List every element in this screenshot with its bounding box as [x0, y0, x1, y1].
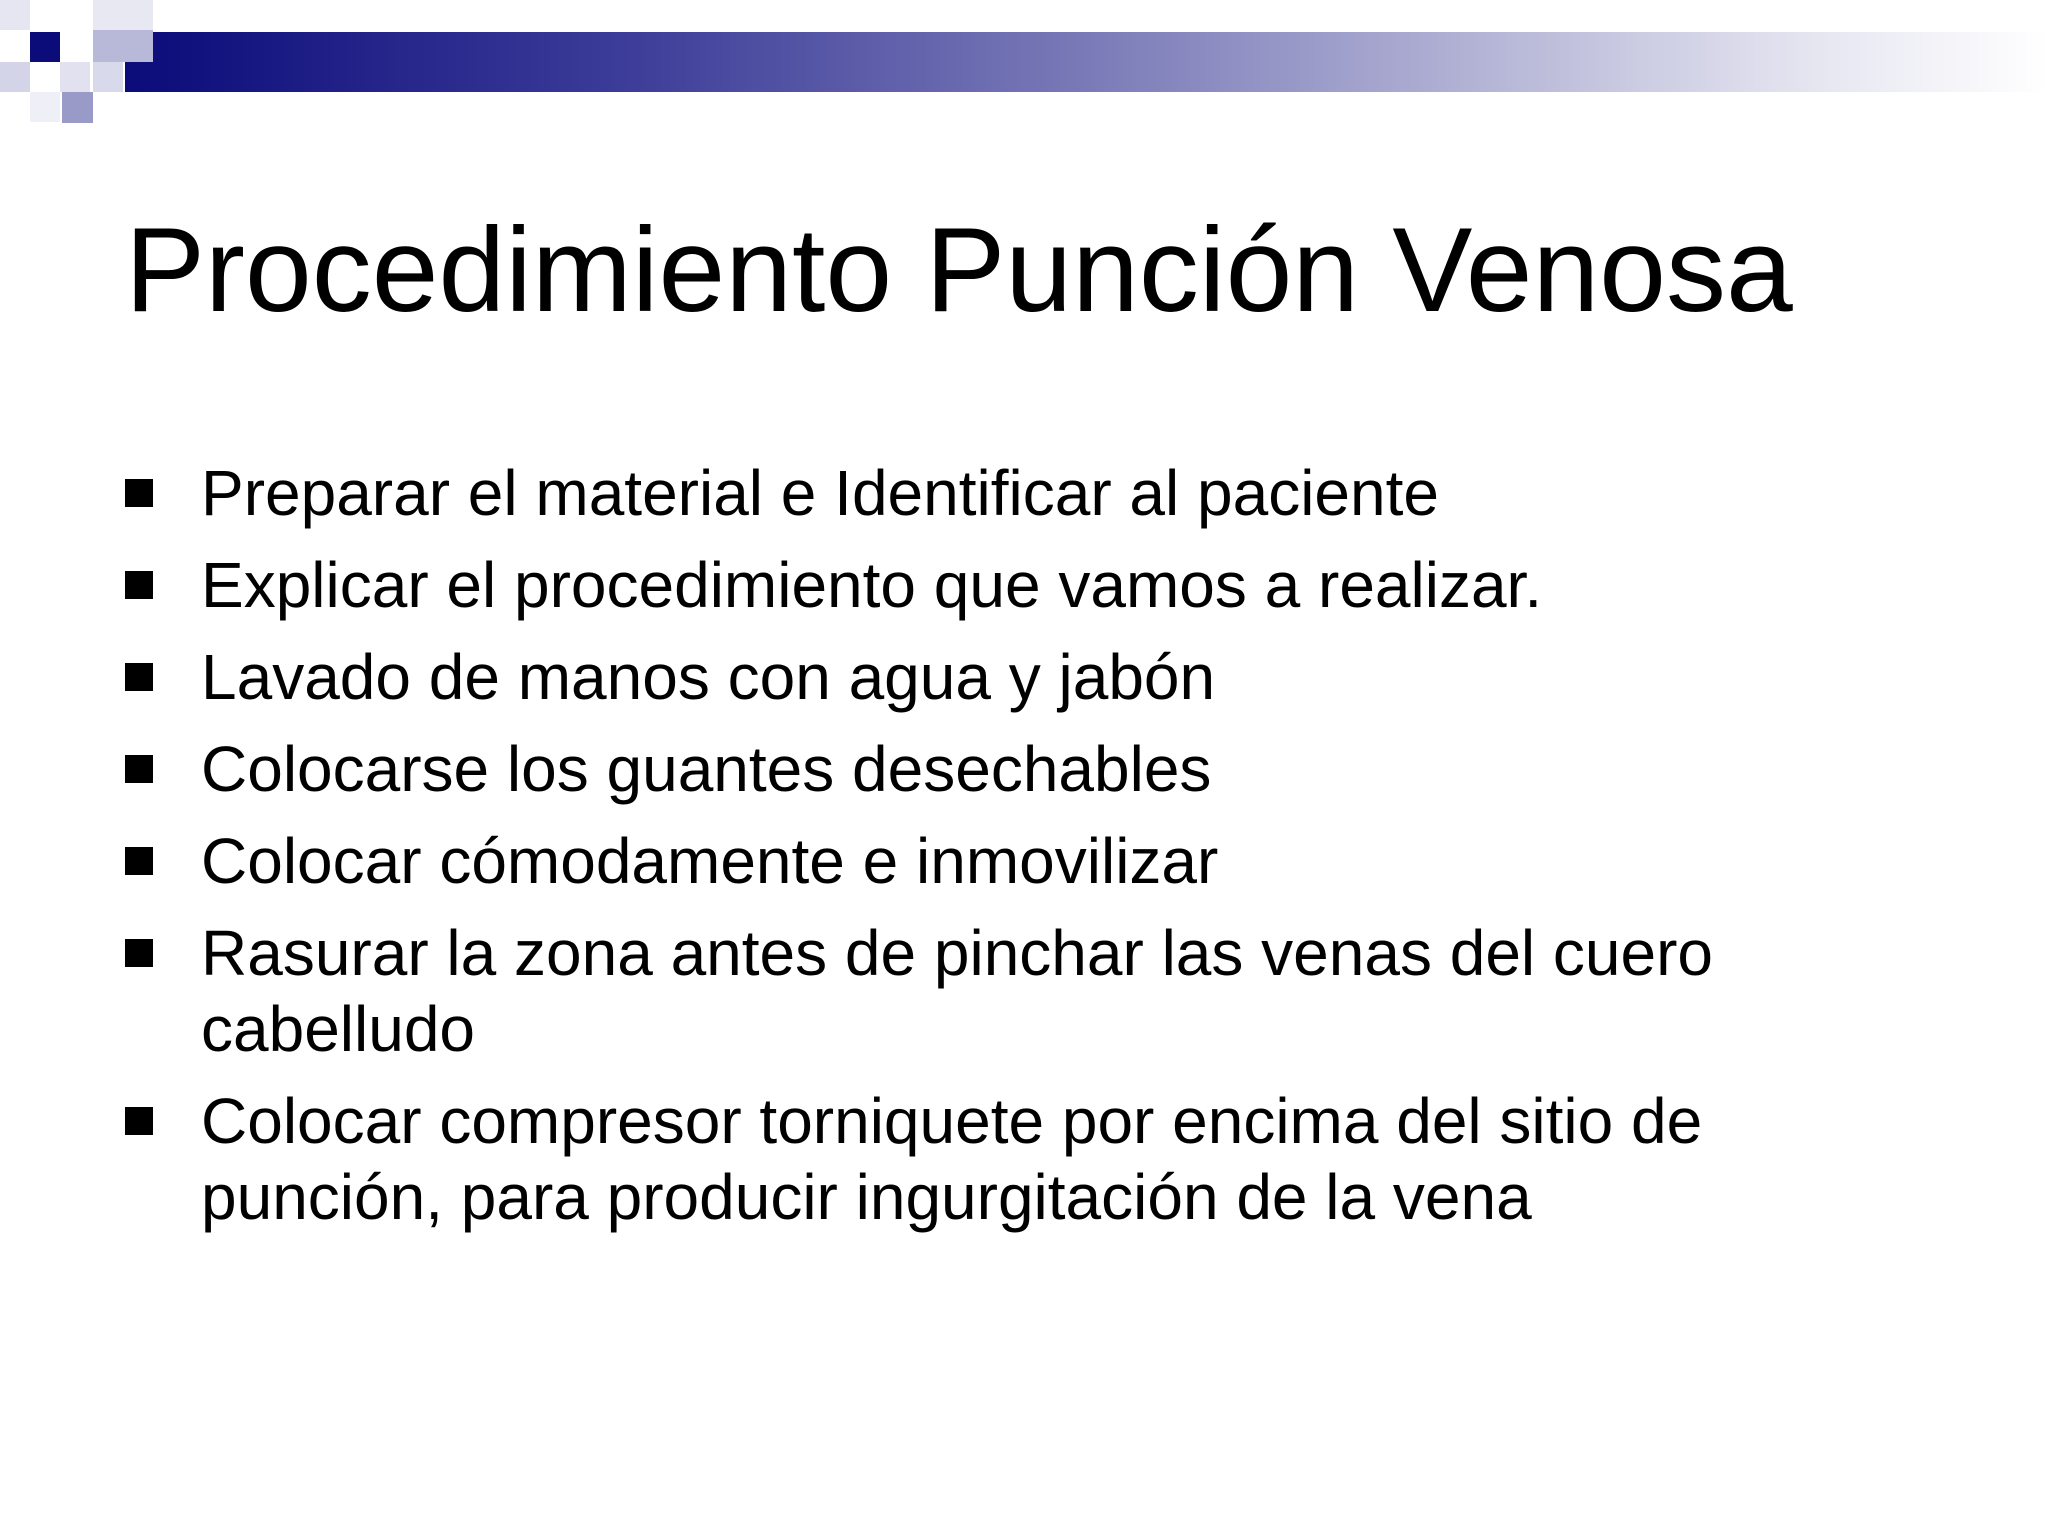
decor-square	[30, 32, 60, 62]
square-bullet-icon	[125, 663, 153, 691]
bullet-item	[125, 455, 1925, 531]
decor-square	[0, 62, 30, 92]
bullet-item	[125, 639, 1925, 715]
decor-square	[0, 0, 30, 30]
decor-square	[93, 0, 153, 30]
bullet-text: Explicar el procedimiento que vamos a realizar.	[201, 549, 1543, 621]
bullet-text: Rasurar la zona antes de pinchar las venas del cuero cabelludo	[201, 917, 1713, 1065]
square-bullet-icon	[125, 571, 153, 599]
decor-square	[93, 62, 123, 92]
square-bullet-icon	[125, 1107, 153, 1135]
decor-square	[60, 62, 90, 92]
square-bullet-icon	[125, 755, 153, 783]
bullet-text: Preparar el material e Identificar al paciente	[201, 457, 1439, 529]
bullet-item	[125, 547, 1925, 623]
slide-title: Procedimiento Punción Venosa	[125, 203, 1793, 337]
decor-square	[62, 92, 93, 123]
decor-square	[30, 92, 60, 122]
square-bullet-icon	[125, 939, 153, 967]
bullet-text: Colocarse los guantes desechables	[201, 733, 1212, 805]
bullet-item	[125, 1083, 1925, 1235]
bullet-item	[125, 823, 1925, 899]
bullet-item	[125, 915, 1925, 1067]
bullet-text: Colocar compresor torniquete por encima del sitio de punción, para producir ingurgitación de la vena	[201, 1085, 1703, 1233]
bullet-text: Lavado de manos con agua y jabón	[201, 641, 1216, 713]
square-bullet-icon	[125, 479, 153, 507]
square-bullet-icon	[125, 847, 153, 875]
header-gradient-bar	[125, 32, 2048, 92]
bullet-list	[125, 455, 1925, 1251]
bullet-text: Colocar cómodamente e inmovilizar	[201, 825, 1219, 897]
bullet-item	[125, 731, 1925, 807]
decor-square	[93, 30, 153, 62]
